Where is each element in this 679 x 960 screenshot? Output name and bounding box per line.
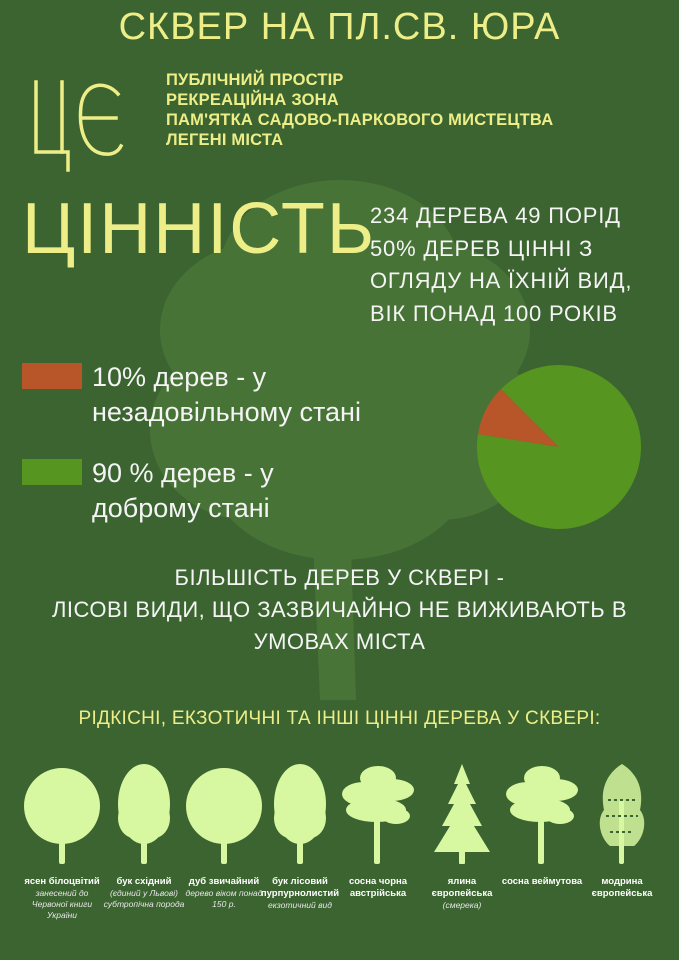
legend-item-good [22,456,274,526]
tree-card [334,760,422,900]
forest-species-note [0,562,679,658]
pine-tree-icon [334,760,422,868]
tree-card [100,760,188,910]
tree-name: сосна веймутова [501,876,583,887]
value-heading: ЦІННІСТЬ [22,189,377,269]
spruce-tree-icon [418,760,506,868]
note-line: УМОВАХ МІСТА [253,629,426,654]
rare-trees-heading: РІДКІСНІ, ЕКЗОТИЧНІ ТА ІНШІ ЦІННІ ДЕРЕВА У СКВЕРІ: [78,708,601,729]
tree-card [256,760,344,911]
legend-swatch-good [22,459,82,485]
stats-block [370,200,632,330]
role-item: ПАМ'ЯТКА САДОВО-ПАРКОВОГО МИСТЕЦТВА [166,111,554,129]
tree-card [180,760,268,910]
tree-card [18,760,106,921]
tree-note: (смерека) [442,900,482,910]
stat-line: 50% ДЕРЕВ ЦІННІ З [370,235,594,261]
role-item: РЕКРЕАЦІЙНА ЗОНА [166,91,339,109]
tree-name: дуб звичайний [188,876,260,887]
condition-pie-chart [476,364,642,530]
tree-name: ялина європейська [431,876,493,899]
legend-label: 90 % дерев - у [92,458,274,488]
legend-item-bad [22,360,361,430]
stat-line: 234 ДЕРЕВА 49 ПОРІД [370,203,621,228]
tree-note: занесений до Червоної книги України [31,888,93,920]
role-item: ПУБЛІЧНИЙ ПРОСТІР [166,71,344,89]
oval-tree-icon [256,760,344,868]
tree-card [498,760,586,888]
tree-name: бук східний [116,876,172,887]
page-title: СКВЕР НА ПЛ.СВ. ЮРА [118,6,561,48]
stat-line: ВІК ПОНАД 100 РОКІВ [370,300,618,326]
legend-swatch-bad [22,363,82,389]
note-line: БІЛЬШІСТЬ ДЕРЕВ У СКВЕРІ - [174,565,505,590]
tree-name: сосна чорна австрійська [348,876,408,899]
round-tree-icon [180,760,268,868]
tree-note: екзотичний вид [268,900,332,910]
round-tree-icon [18,760,106,868]
tree-note: дерево віком понад 150 р. [185,888,263,909]
tree-name: бук лісовий пурпурнолистий [260,876,340,899]
pie-slice-good-state [477,365,641,529]
larch-tree-icon [578,760,666,868]
note-line: ЛІСОВІ ВИДИ, ЩО ЗАЗВИЧАЙНО НЕ ВИЖИВАЮТЬ В [51,597,628,622]
legend-label: доброму стані [92,493,270,523]
ce-logo [26,74,126,174]
role-item: ЛЕГЕНІ МІСТА [166,131,284,149]
legend-label: 10% дерев - у [92,362,267,392]
legend-label: незадовільному стані [92,397,361,427]
tree-card [418,760,506,911]
stat-line: ОГЛЯДУ НА ЇХНІЙ ВИД, [370,268,633,293]
tree-name: модрина європейська [591,876,653,899]
tree-card [578,760,666,900]
pine-tree-icon [498,760,586,868]
tree-note: (єдиний у Львові) субтропічна порода [103,888,185,909]
oval-tree-icon [100,760,188,868]
tree-name: ясен білоцвітий [24,876,100,887]
roles-list [166,70,553,150]
